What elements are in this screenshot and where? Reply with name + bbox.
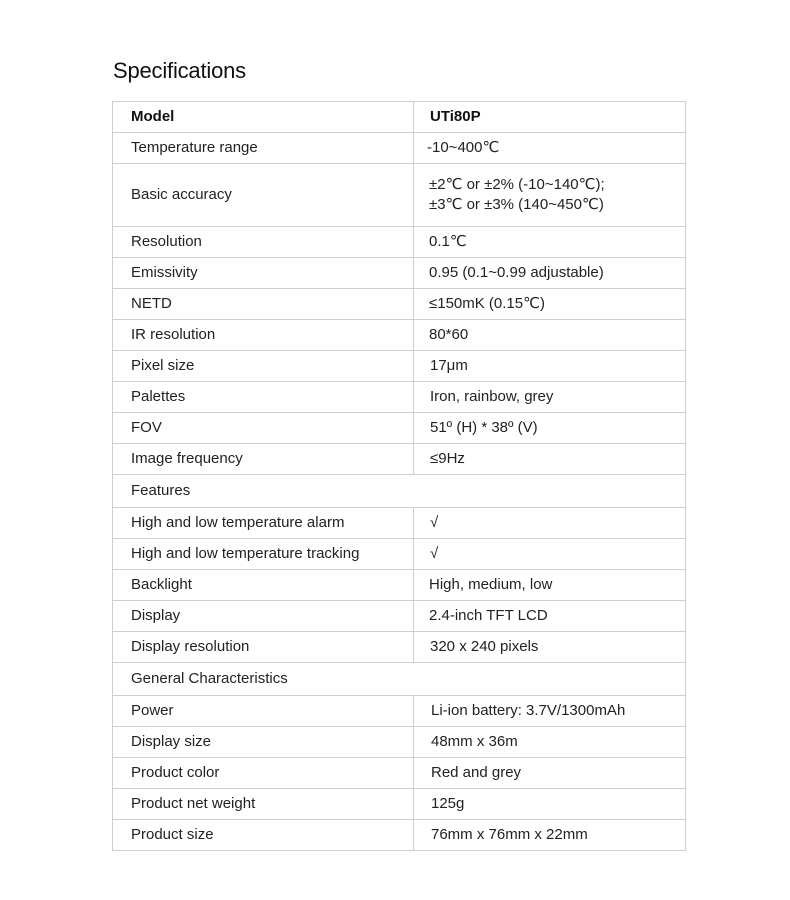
spec-value: 125g [414, 789, 686, 820]
spec-value: 0.1℃ [414, 227, 686, 258]
table-row [113, 727, 686, 758]
table-row [113, 320, 686, 351]
spec-label: Pixel size [113, 351, 414, 382]
spec-value-multiline [414, 164, 686, 227]
table-row [113, 696, 686, 727]
table-row [113, 539, 686, 570]
spec-label: Display [113, 601, 414, 632]
spec-label: Product size [113, 820, 414, 851]
spec-label: High and low temperature tracking [113, 539, 414, 570]
table-row [113, 570, 686, 601]
section-heading: Features [113, 475, 686, 508]
spec-value: UTi80P [414, 102, 686, 133]
table-row-model [113, 102, 686, 133]
table-row [113, 351, 686, 382]
spec-label: Image frequency [113, 444, 414, 475]
spec-label: Emissivity [113, 258, 414, 289]
table-row [113, 133, 686, 164]
spec-value: 76mm x 76mm x 22mm [414, 820, 686, 851]
table-row [113, 444, 686, 475]
table-row [113, 382, 686, 413]
spec-value-line-1: ±2℃ or ±2% (-10~140℃); [429, 176, 605, 193]
spec-label: High and low temperature alarm [113, 508, 414, 539]
table-section-features [113, 475, 686, 508]
table-row [113, 413, 686, 444]
spec-value: √ [414, 539, 686, 570]
spec-value: 17μm [414, 351, 686, 382]
spec-label: FOV [113, 413, 414, 444]
spec-value: -10~400℃ [414, 133, 686, 164]
spec-value: 48mm x 36m [414, 727, 686, 758]
spec-value: High, medium, low [414, 570, 686, 601]
table-section-general [113, 663, 686, 696]
spec-value: 320 x 240 pixels [414, 632, 686, 663]
section-heading: General Characteristics [113, 663, 686, 696]
table-row [113, 289, 686, 320]
spec-value: 51º (H) * 38º (V) [414, 413, 686, 444]
table-row [113, 789, 686, 820]
spec-value: 2.4-inch TFT LCD [414, 601, 686, 632]
spec-label: Product net weight [113, 789, 414, 820]
spec-value-line-2: ±3℃ or ±3% (140~450℃) [429, 196, 604, 213]
spec-label: Basic accuracy [113, 164, 414, 227]
spec-value: ≤150mK (0.15℃) [414, 289, 686, 320]
page-title: Specifications [113, 58, 246, 83]
spec-label: Model [113, 102, 414, 133]
spec-label: Product color [113, 758, 414, 789]
spec-label: Temperature range [113, 133, 414, 164]
table-row [113, 508, 686, 539]
spec-label: Resolution [113, 227, 414, 258]
spec-value: 80*60 [414, 320, 686, 351]
spec-label: Display size [113, 727, 414, 758]
spec-value: Iron, rainbow, grey [414, 382, 686, 413]
spec-label: Palettes [113, 382, 414, 413]
spec-label: Power [113, 696, 414, 727]
table-row [113, 758, 686, 789]
spec-value: Red and grey [414, 758, 686, 789]
spec-value: 0.95 (0.1~0.99 adjustable) [414, 258, 686, 289]
spec-label: NETD [113, 289, 414, 320]
table-row [113, 632, 686, 663]
spec-value: Li-ion battery: 3.7V/1300mAh [414, 696, 686, 727]
table-row [113, 820, 686, 851]
spec-value: √ [414, 508, 686, 539]
spec-label: IR resolution [113, 320, 414, 351]
spec-value: ≤9Hz [414, 444, 686, 475]
table-row [113, 258, 686, 289]
spec-label: Backlight [113, 570, 414, 601]
table-row [113, 227, 686, 258]
table-row [113, 164, 686, 227]
specifications-table [112, 101, 686, 851]
spec-label: Display resolution [113, 632, 414, 663]
table-row [113, 601, 686, 632]
